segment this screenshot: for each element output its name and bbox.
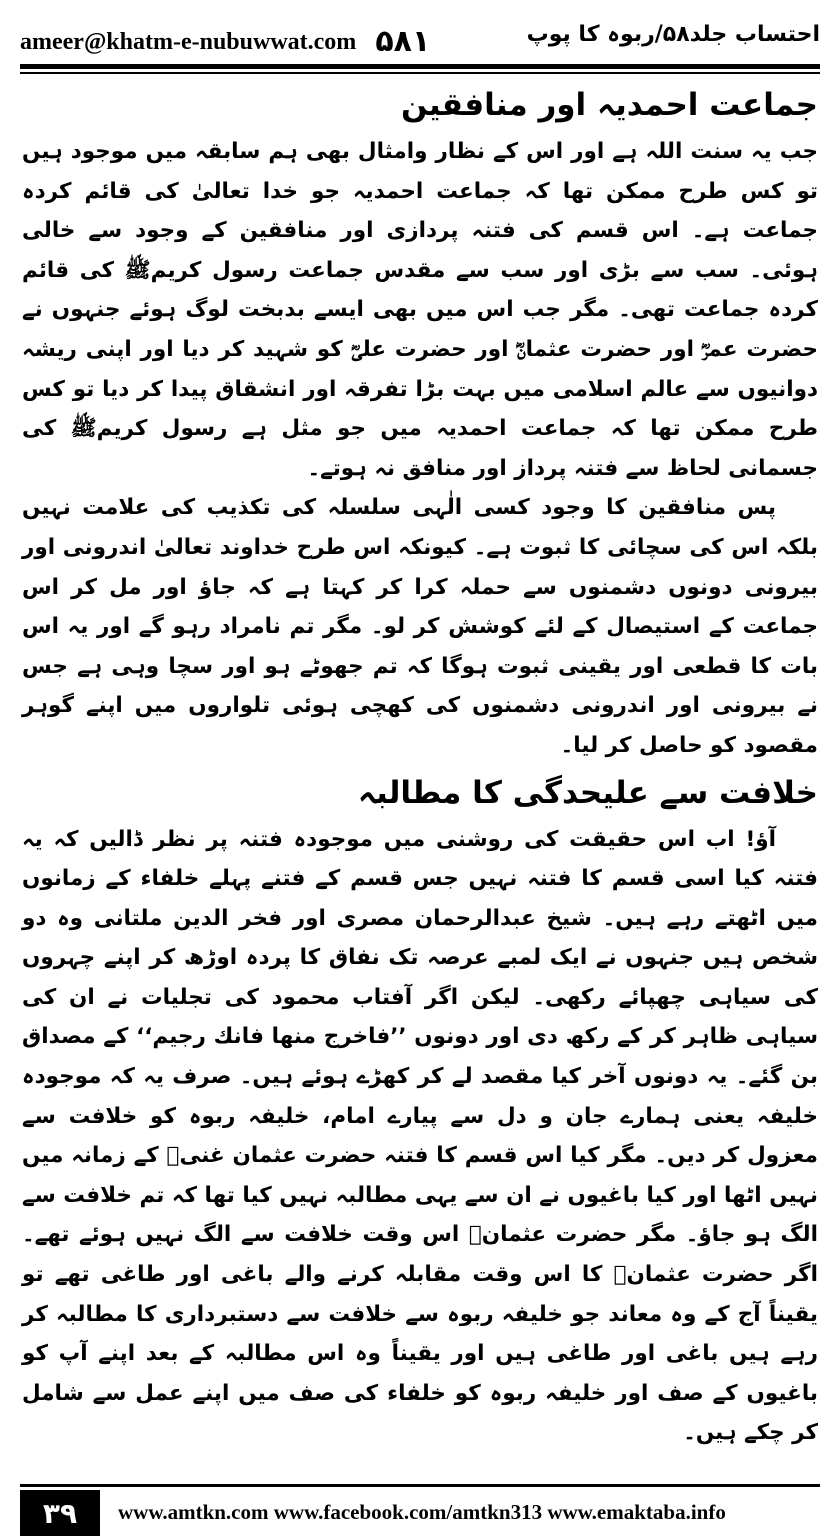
paragraph-1: جب یہ سنت اللہ ہے اور اس کے نظار وامثال بھی ہم سابقہ میں موجود ہیں تو کس طرح ممکن تھا کہ جماعت احمدیہ جو خدا تعالیٰ کی قائم کردہ جماعت ہے۔ اس قسم کی فتنہ پردازی اور منافقین کے وجود سے خالی ہوئی۔ سب سے بڑی اور سب سے مقدس جماعت رسول کریمﷺ کی قائم کردہ جماعت تھی۔ مگر جب اس میں بھی ایسے بدبخت لوگ ہوئے جنہوں نے حضرت عمرؓ اور حضرت عثمانؓ اور حضرت علیؓ کو شہید کر دیا اور اپنی ریشہ دوانیوں سے عالم اسلامی میں بہت بڑا تفرقہ اور انشقاق پیدا کر دیا تو کس طرح ممکن تھا کہ جماعت احمدیہ میں جو مثل ہے رسول کریمﷺ کی جسمانی لحاظ سے فتنہ پرداز اور منافق نہ ہوتے۔: [22, 139, 818, 481]
section-heading-khilafat: خلافت سے علیحدگی کا مطالبہ: [357, 774, 818, 811]
footer-links[interactable]: www.amtkn.com www.facebook.com/amtkn313 www.emaktaba.info: [118, 1500, 726, 1524]
paragraph-2: پس منافقین کا وجود کسی الٰہی سلسلہ کی تکذیب کی علامت نہیں بلکہ اس کی سچائی کا ثبوت ہے۔ کیونکہ اس طرح خداوند تعالیٰ اندرونی اور بیرونی دونوں دشمنوں سے حملہ کرا کر کہتا ہے کہ جاؤ اور مل کر اس جماعت کے استیصال کے لئے کوشش کر لو۔ مگر تم نامراد رہو گے اور یہ اس بات کا قطعی اور یقینی ثبوت ہوگا کہ تم جھوٹے ہو اور سچا وہی ہے جس نے بیرونی اور اندرونی دشمنوں کی کھچی ہوئی تلواروں میں اپنے گوہر مقصود کو حاصل کر لیا۔: [22, 495, 818, 758]
footer-page-label: ۳۹: [20, 1490, 100, 1536]
section-heading-munafiqeen: جماعت احمدیہ اور منافقین: [401, 87, 818, 123]
header-rule-thick: [20, 64, 820, 69]
header-publication-title: احتساب جلد۵۸/ربوہ کا پوپ: [526, 22, 820, 47]
header-left: [20, 24, 430, 59]
article-body: [22, 78, 818, 1453]
header-email[interactable]: ameer@khatm-e-nubuwwat.com: [20, 29, 357, 55]
header-page-number: ۵۸۱: [375, 24, 431, 59]
paragraph-3: آؤ! اب اس حقیقت کی روشنی میں موجودہ فتنہ پر نظر ڈالیں کہ یہ فتنہ کیا اسی قسم کا فتنہ نہیں جس قسم کے فتنے پہلے خلفاء کے زمانوں میں اٹھتے رہے ہیں۔ شیخ عبدالرحمان مصری اور فخر الدین ملتانی وہ دو شخص ہیں جنہوں نے ایک لمبے عرصہ تک نفاق کا پردہ اوڑھ کر اپنے چہروں کی سیاہی چھپائے رکھی۔ لیکن اگر آفتاب محمود کی تجلیات نے ان کی سیاہی ظاہر کر کے رکھ دی اور دونوں ’’فاخرج منها فانك رجيم‘‘ کے مصداق بن گئے۔ یہ دونوں آخر کیا مقصد لے کر کھڑے ہوئے ہیں۔ صرف یہ کہ موجودہ خلیفہ یعنی ہمارے جان و دل سے پیارے امام، خلیفہ ربوہ کو خلافت سے معزول کر دیں۔ مگر کیا اس قسم کا فتنہ حضرت عثمان غنیؓ کے زمانہ میں نہیں اٹھا اور کیا باغیوں نے ان سے یہی مطالبہ نہیں کیا تھا کہ تم خلافت سے الگ ہو جاؤ۔ مگر حضرت عثمانؓ اس وقت خلافت سے الگ نہیں ہوئے تھے۔ اگر حضرت عثمانؓ کا اس وقت مقابلہ کرنے والے باغی اور طاغی تھے تو یقیناً آج کے وہ معاند جو خلیفہ ربوہ سے خلافت سے دستبرداری کا مطالبہ کر رہے ہیں باغی اور طاغی ہیں اور یقیناً وہ اس مطالبہ کے بعد اپنے آپ کو باغیوں کے صف اور خلیفہ ربوہ کو خلفاء کی صف میں اپنے عمل سے شامل کر چکے ہیں۔: [22, 826, 818, 1446]
page-header: [20, 14, 820, 62]
footer-rule: [20, 1484, 820, 1487]
header-rule-thin: [20, 72, 820, 74]
